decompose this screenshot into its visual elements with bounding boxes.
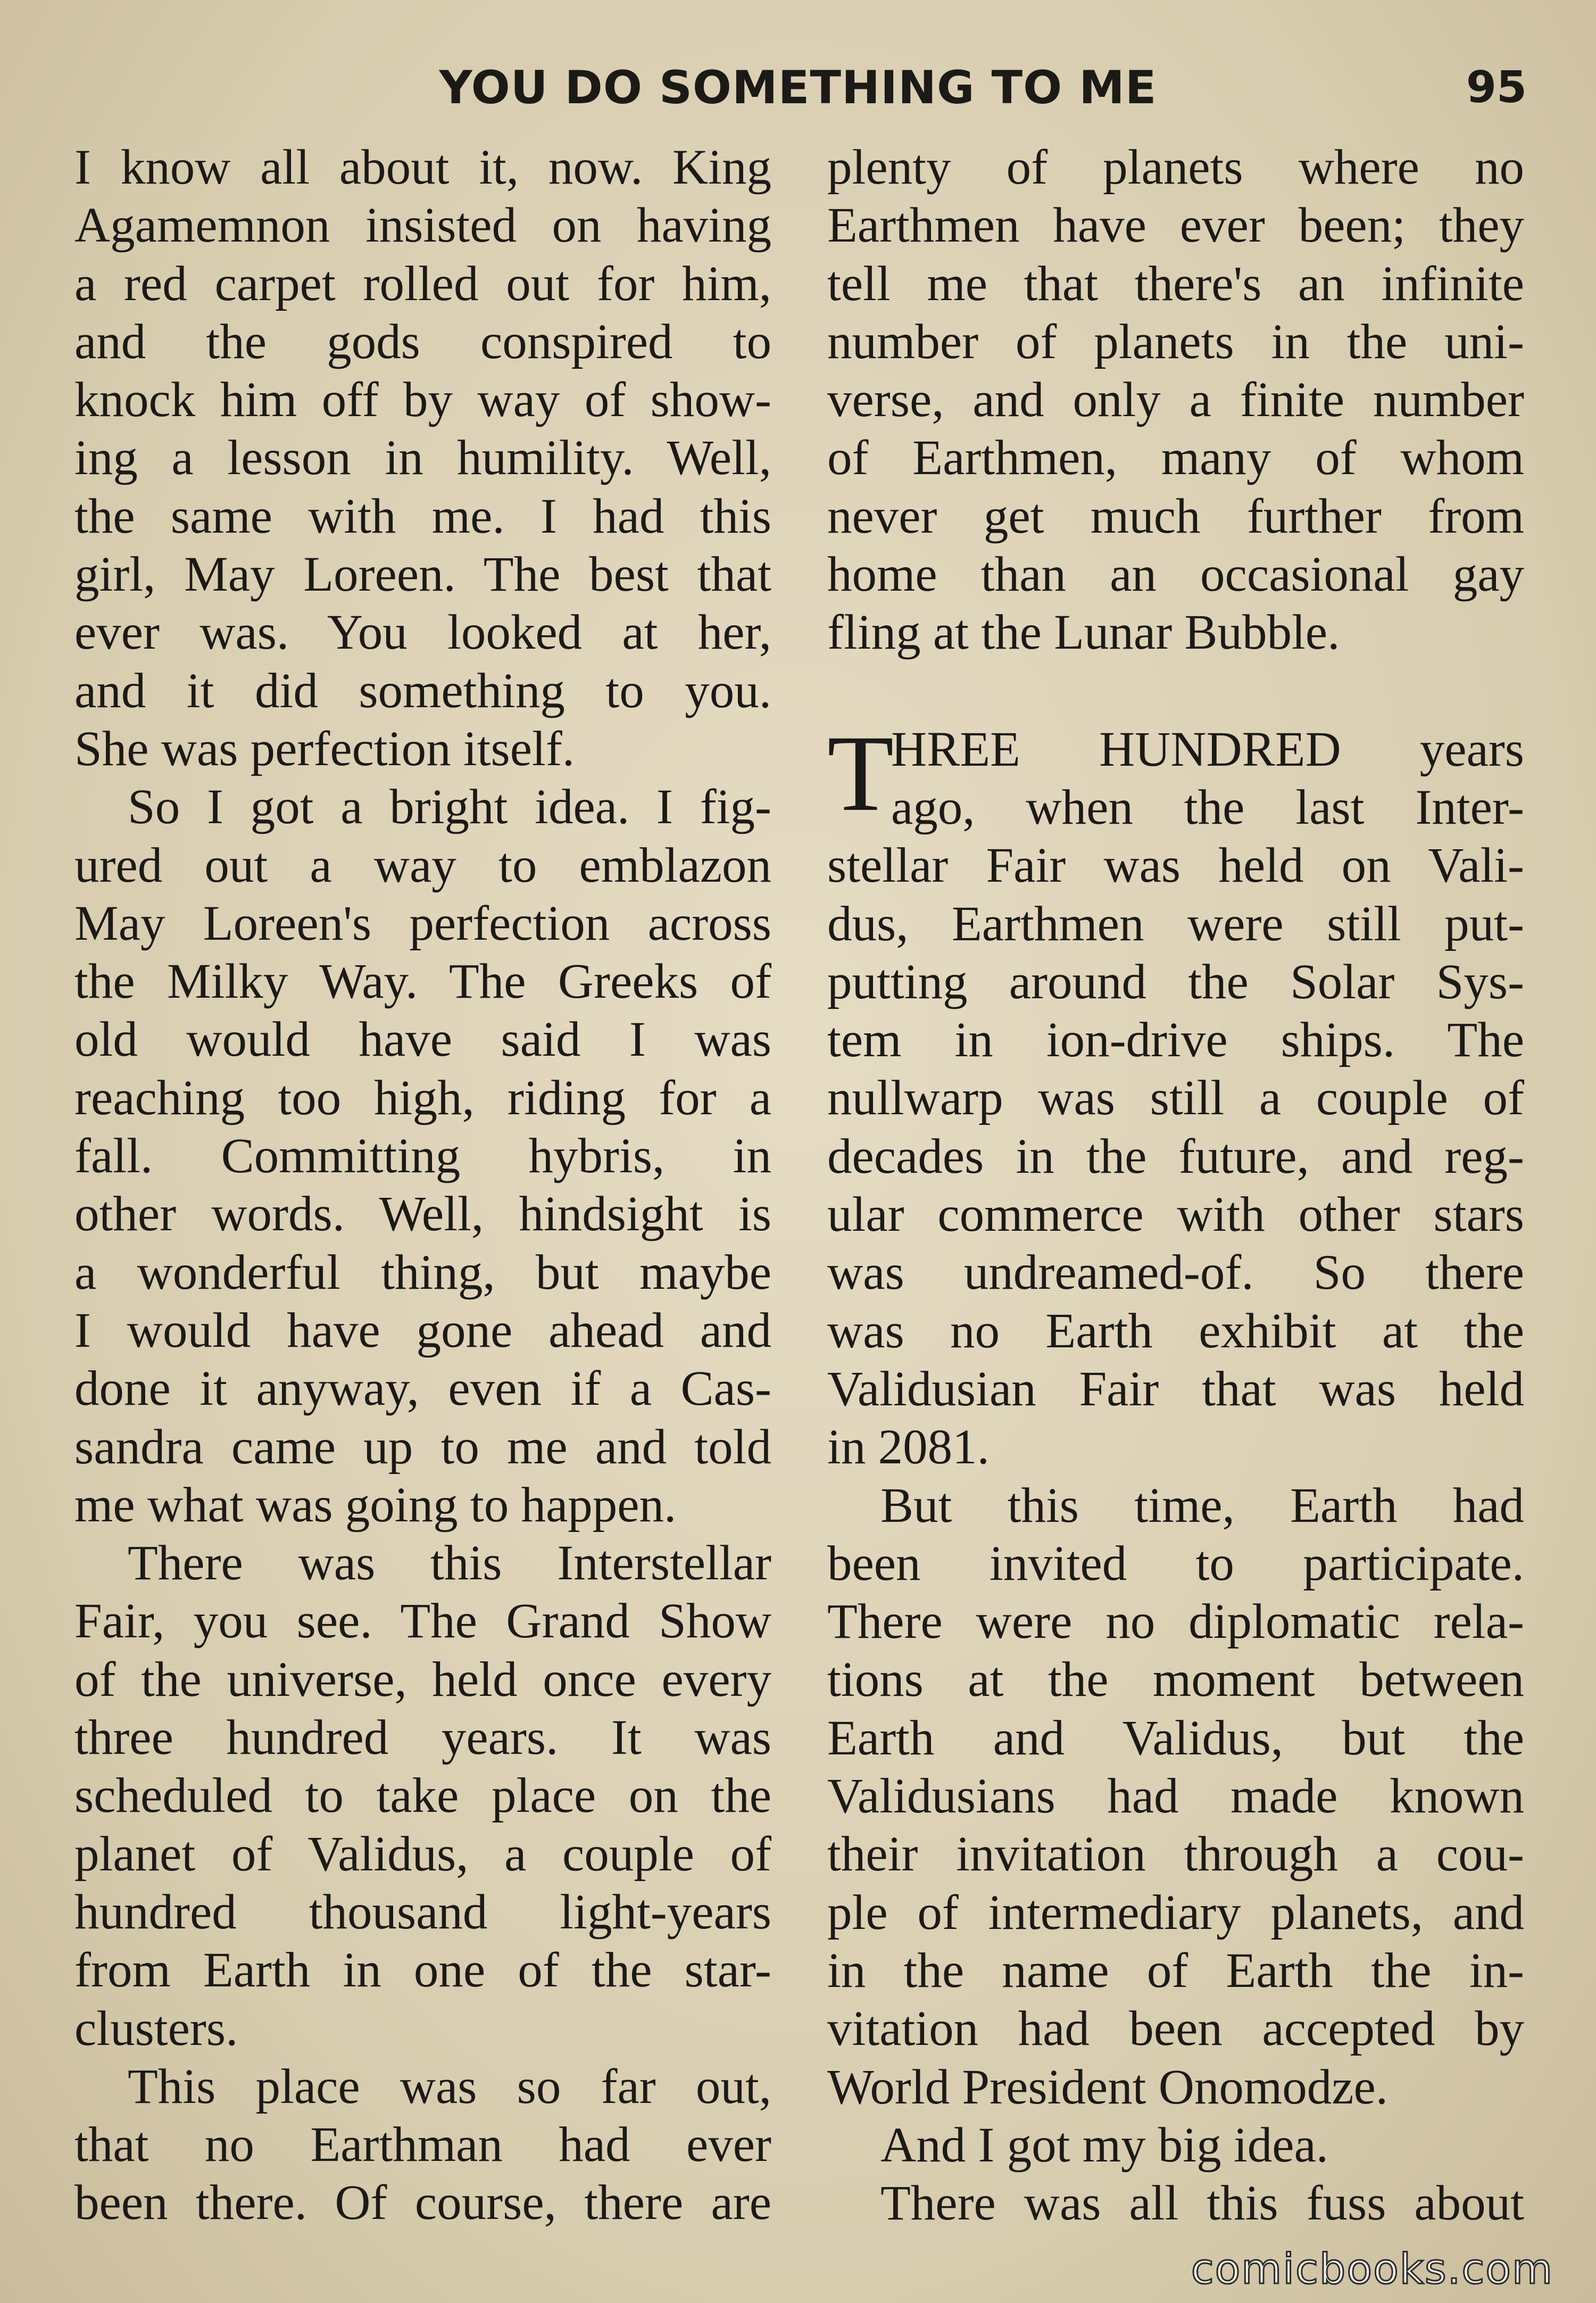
text-line: fling at the Lunar Bubble. bbox=[827, 605, 1340, 660]
text-line: hundred thousand light-years bbox=[74, 1884, 771, 1940]
text-line: And I got my big idea. bbox=[880, 2117, 1329, 2173]
text-line: home than an occasional gay bbox=[827, 547, 1524, 602]
text-line: I know all about it, now. King bbox=[74, 140, 771, 195]
text-line: reaching too high, riding for a bbox=[74, 1070, 771, 1125]
text-line: three hundred years. It was bbox=[74, 1710, 771, 1766]
text-line: done it anyway, even if a Cas- bbox=[74, 1361, 771, 1416]
drop-cap-letter: T bbox=[827, 713, 894, 834]
watermark: comicbooks.com bbox=[1191, 2246, 1553, 2293]
text-line: in 2081. bbox=[827, 1420, 990, 1475]
text-line: of Earthmen, many of whom bbox=[827, 430, 1524, 486]
text-line: been invited to participate. bbox=[827, 1536, 1524, 1591]
text-line: nullwarp was still a couple of bbox=[827, 1071, 1524, 1126]
text-line: number of planets in the uni- bbox=[827, 314, 1524, 369]
text-line: vitation had been accepted by bbox=[827, 2001, 1524, 2057]
text-line: dus, Earthmen were still put- bbox=[827, 896, 1524, 951]
text-line: and the gods conspired to bbox=[74, 314, 771, 369]
text-line: There was this Interstellar bbox=[128, 1536, 771, 1591]
text-line: Agamemnon insisted on having bbox=[74, 198, 771, 253]
text-line: World President Onomodze. bbox=[827, 2059, 1389, 2115]
text-line: knock him off by way of show- bbox=[74, 372, 771, 428]
text-line: old would have said I was bbox=[74, 1012, 771, 1067]
running-title: YOU DO SOMETHING TO ME bbox=[439, 61, 1157, 114]
text-line: ago, when the last Inter- bbox=[891, 780, 1524, 835]
text-line: other words. Well, hindsight is bbox=[74, 1187, 771, 1242]
text-line: Validusians had made known bbox=[827, 1769, 1524, 1824]
text-line: ple of intermediary planets, and bbox=[827, 1885, 1524, 1940]
text-line: decades in the future, and reg- bbox=[827, 1129, 1524, 1184]
text-line: from Earth in one of the star- bbox=[74, 1943, 771, 1998]
text-line: me what was going to happen. bbox=[74, 1477, 677, 1532]
text-line: Fair, you see. The Grand Show bbox=[74, 1594, 771, 1649]
text-line: May Loreen's perfection across bbox=[74, 896, 771, 951]
text-line: been there. Of course, there are bbox=[74, 2175, 771, 2231]
text-line: putting around the Solar Sys- bbox=[827, 954, 1524, 1009]
text-line: Earthmen have ever been; they bbox=[827, 198, 1524, 253]
text-line: the Milky Way. The Greeks of bbox=[74, 954, 771, 1009]
text-line: But this time, Earth had bbox=[880, 1478, 1524, 1533]
text-line: a red carpet rolled out for him, bbox=[74, 256, 771, 311]
text-line: I would have gone ahead and bbox=[74, 1303, 771, 1358]
text-line: ular commerce with other stars bbox=[827, 1187, 1524, 1242]
text-line: the same with me. I had this bbox=[74, 488, 771, 544]
text-line: So I got a bright idea. I fig- bbox=[128, 780, 771, 835]
text-line: ever was. You looked at her, bbox=[74, 605, 771, 660]
text-line: a wonderful thing, but maybe bbox=[74, 1245, 771, 1300]
page-header bbox=[0, 59, 1596, 117]
text-line: their invitation through a cou- bbox=[827, 1827, 1524, 1882]
text-line: ing a lesson in humility. Well, bbox=[74, 430, 771, 486]
text-line: was undreamed-of. So there bbox=[827, 1245, 1524, 1300]
text-line: stellar Fair was held on Vali- bbox=[827, 838, 1524, 893]
text-line: never get much further from bbox=[827, 488, 1524, 544]
text-line: clusters. bbox=[74, 2001, 238, 2056]
text-line: Validusian Fair that was held bbox=[827, 1361, 1524, 1416]
left-text-column bbox=[74, 138, 771, 2232]
section-opening bbox=[827, 713, 1524, 837]
text-line: was no Earth exhibit at the bbox=[827, 1303, 1524, 1358]
text-line: tem in ion-drive ships. The bbox=[827, 1013, 1524, 1068]
text-line: Earth and Validus, but the bbox=[827, 1710, 1524, 1766]
right-text-column bbox=[827, 138, 1524, 2232]
page-number: 95 bbox=[1466, 62, 1527, 113]
text-line: planet of Validus, a couple of bbox=[74, 1826, 771, 1882]
text-line: sandra came up to me and told bbox=[74, 1419, 771, 1474]
text-line: This place was so far out, bbox=[128, 2059, 771, 2114]
text-line: There was all this fuss about bbox=[880, 2176, 1524, 2231]
text-line: scheduled to take place on the bbox=[74, 1768, 771, 1824]
text-line: in the name of Earth the in- bbox=[827, 1943, 1524, 1998]
text-line: that no Earthman had ever bbox=[74, 2117, 771, 2173]
text-line: and it did something to you. bbox=[74, 663, 771, 718]
text-line: of the universe, held once every bbox=[74, 1652, 771, 1707]
text-line: verse, and only a finite number bbox=[827, 372, 1524, 428]
text-line: ured out a way to emblazon bbox=[74, 838, 771, 893]
text-line: HREE HUNDRED years bbox=[891, 722, 1524, 777]
text-line: girl, May Loreen. The best that bbox=[74, 547, 771, 602]
text-line: tell me that there's an infinite bbox=[827, 256, 1524, 311]
text-line: fall. Committing hybris, in bbox=[74, 1129, 771, 1184]
text-line: tions at the moment between bbox=[827, 1652, 1524, 1708]
text-line: There were no diplomatic rela- bbox=[827, 1594, 1524, 1650]
text-line: She was perfection itself. bbox=[74, 721, 575, 776]
text-line: plenty of planets where no bbox=[827, 140, 1524, 195]
